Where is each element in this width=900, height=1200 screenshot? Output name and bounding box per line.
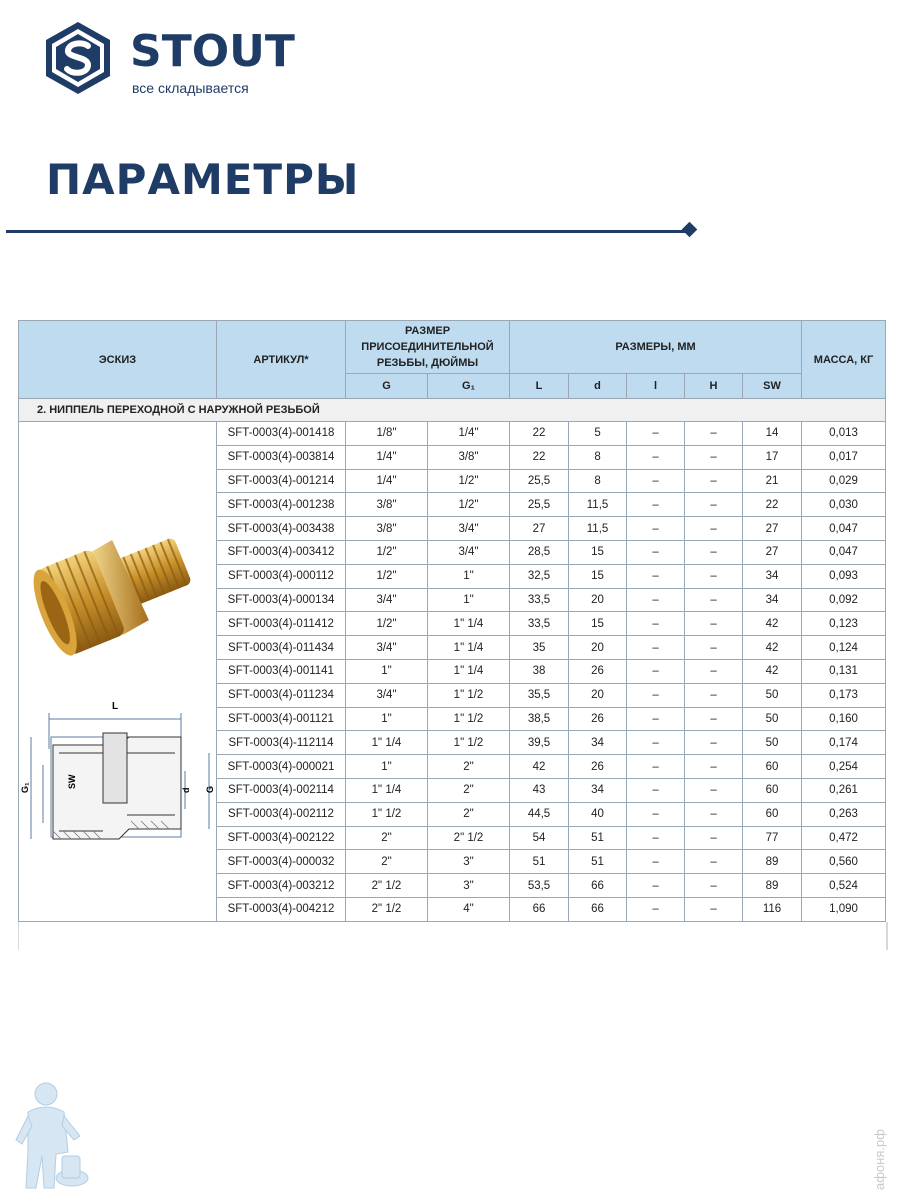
cell-dim-h: – (685, 540, 743, 564)
cell-dim-l-small: – (627, 493, 685, 517)
cell-dim-l-big: 38 (510, 659, 569, 683)
cell-article: SFT-0003(4)-002114 (217, 778, 346, 802)
cell-dim-h: – (685, 707, 743, 731)
cell-dim-sw: 50 (743, 731, 802, 755)
cell-dim-sw: 22 (743, 493, 802, 517)
cell-dim-l-small: – (627, 826, 685, 850)
cell-dim-h: – (685, 636, 743, 660)
cell-thread-g: 1/2" (346, 540, 428, 564)
cell-dim-d: 34 (569, 778, 627, 802)
title-divider (6, 230, 692, 233)
header-l-small: l (627, 374, 685, 399)
cell-dim-sw: 89 (743, 874, 802, 898)
cell-dim-l-small: – (627, 445, 685, 469)
cell-dim-sw: 50 (743, 707, 802, 731)
cell-dim-l-small: – (627, 564, 685, 588)
cell-thread-g1: 1/2" (428, 469, 510, 493)
header-l-big: L (510, 374, 569, 399)
cell-dim-d: 66 (569, 874, 627, 898)
sketch-cell (19, 422, 217, 922)
cell-dim-l-small: – (627, 897, 685, 921)
cell-dim-sw: 21 (743, 469, 802, 493)
cell-mass: 0,472 (802, 826, 886, 850)
cell-mass: 0,263 (802, 802, 886, 826)
cell-thread-g1: 1" 1/2 (428, 731, 510, 755)
cell-thread-g1: 3/8" (428, 445, 510, 469)
cell-thread-g: 1/2" (346, 564, 428, 588)
plumber-mascot-icon (6, 1078, 96, 1196)
cell-mass: 0,092 (802, 588, 886, 612)
cell-dim-l-big: 43 (510, 778, 569, 802)
header-h: H (685, 374, 743, 399)
cell-thread-g1: 1/4" (428, 422, 510, 446)
cell-thread-g: 3/4" (346, 588, 428, 612)
header-dimensions: РАЗМЕРЫ, ММ (510, 321, 802, 374)
parameters-table (18, 320, 886, 922)
cell-dim-sw: 42 (743, 636, 802, 660)
cell-dim-l-big: 25,5 (510, 469, 569, 493)
cell-dim-l-small: – (627, 755, 685, 779)
cell-article: SFT-0003(4)-011412 (217, 612, 346, 636)
cell-thread-g1: 3" (428, 850, 510, 874)
cell-thread-g1: 2" (428, 778, 510, 802)
cell-thread-g: 1/4" (346, 445, 428, 469)
cell-dim-h: – (685, 731, 743, 755)
cell-dim-sw: 42 (743, 612, 802, 636)
cell-dim-l-small: – (627, 850, 685, 874)
cell-dim-sw: 17 (743, 445, 802, 469)
cell-dim-l-big: 27 (510, 517, 569, 541)
cell-dim-l-small: – (627, 731, 685, 755)
cell-article: SFT-0003(4)-000021 (217, 755, 346, 779)
cell-thread-g: 1" 1/4 (346, 731, 428, 755)
divider-diamond-icon (682, 222, 698, 238)
cell-dim-sw: 14 (743, 422, 802, 446)
cell-dim-l-big: 22 (510, 445, 569, 469)
cell-thread-g: 1" (346, 707, 428, 731)
cell-dim-l-small: – (627, 636, 685, 660)
cell-dim-h: – (685, 755, 743, 779)
cell-thread-g: 2" 1/2 (346, 897, 428, 921)
cell-mass: 0,524 (802, 874, 886, 898)
section-title: 2. НИППЕЛЬ ПЕРЕХОДНОЙ С НАРУЖНОЙ РЕЗЬБОЙ (19, 399, 886, 422)
cell-dim-l-big: 28,5 (510, 540, 569, 564)
cell-mass: 0,261 (802, 778, 886, 802)
cell-dim-d: 15 (569, 540, 627, 564)
cell-dim-l-small: – (627, 683, 685, 707)
drawing-label-SW: SW (67, 774, 77, 790)
cell-thread-g1: 1" (428, 588, 510, 612)
cell-mass: 0,030 (802, 493, 886, 517)
cell-dim-sw: 60 (743, 802, 802, 826)
cell-dim-l-big: 35,5 (510, 683, 569, 707)
cell-thread-g1: 1" 1/2 (428, 683, 510, 707)
cell-thread-g: 1/4" (346, 469, 428, 493)
cell-article: SFT-0003(4)-002112 (217, 802, 346, 826)
cell-dim-d: 20 (569, 683, 627, 707)
cell-dim-l-big: 51 (510, 850, 569, 874)
cell-thread-g: 2" (346, 850, 428, 874)
cell-mass: 0,160 (802, 707, 886, 731)
cell-thread-g: 1" (346, 659, 428, 683)
cell-dim-h: – (685, 588, 743, 612)
watermark-text: афоня.рф (872, 1129, 887, 1190)
cell-dim-l-small: – (627, 874, 685, 898)
table-row (19, 422, 886, 446)
cell-mass: 0,124 (802, 636, 886, 660)
cell-dim-l-small: – (627, 802, 685, 826)
cell-article: SFT-0003(4)-001141 (217, 659, 346, 683)
cell-dim-l-small: – (627, 422, 685, 446)
cell-thread-g: 2" (346, 826, 428, 850)
cell-mass: 0,093 (802, 564, 886, 588)
cell-dim-sw: 27 (743, 517, 802, 541)
cell-dim-d: 15 (569, 612, 627, 636)
cell-dim-l-small: – (627, 778, 685, 802)
cell-dim-l-big: 33,5 (510, 612, 569, 636)
cell-mass: 0,174 (802, 731, 886, 755)
cell-dim-h: – (685, 850, 743, 874)
cell-dim-d: 26 (569, 659, 627, 683)
cell-dim-sw: 50 (743, 683, 802, 707)
header-article: АРТИКУЛ* (217, 321, 346, 399)
cell-article: SFT-0003(4)-004212 (217, 897, 346, 921)
cell-mass: 0,017 (802, 445, 886, 469)
cell-mass: 0,013 (802, 422, 886, 446)
drawing-label-L: L (111, 701, 119, 713)
cell-dim-h: – (685, 802, 743, 826)
cell-thread-g: 1" (346, 755, 428, 779)
cell-mass: 0,123 (802, 612, 886, 636)
header-mass: МАССА, КГ (802, 321, 886, 399)
watermark (860, 1090, 900, 1190)
cell-dim-l-small: – (627, 540, 685, 564)
cell-dim-h: – (685, 612, 743, 636)
cell-dim-sw: 89 (743, 850, 802, 874)
cell-thread-g1: 3/4" (428, 540, 510, 564)
cell-thread-g1: 1/2" (428, 493, 510, 517)
cell-thread-g: 2" 1/2 (346, 874, 428, 898)
cell-dim-h: – (685, 469, 743, 493)
fitting-drawing-icon (19, 689, 216, 859)
cell-dim-l-small: – (627, 659, 685, 683)
cell-dim-d: 26 (569, 707, 627, 731)
cell-dim-l-big: 53,5 (510, 874, 569, 898)
cell-dim-sw: 27 (743, 540, 802, 564)
cell-dim-h: – (685, 874, 743, 898)
cell-dim-l-big: 33,5 (510, 588, 569, 612)
cell-dim-l-big: 25,5 (510, 493, 569, 517)
cell-dim-d: 11,5 (569, 517, 627, 541)
cell-dim-d: 34 (569, 731, 627, 755)
cell-dim-l-big: 39,5 (510, 731, 569, 755)
cell-dim-d: 20 (569, 588, 627, 612)
cell-article: SFT-0003(4)-003814 (217, 445, 346, 469)
header-g1: G₁ (428, 374, 510, 399)
cell-dim-sw: 77 (743, 826, 802, 850)
drawing-label-d: d (181, 787, 191, 794)
cell-dim-l-small: – (627, 612, 685, 636)
cell-dim-d: 40 (569, 802, 627, 826)
drawing-label-G: G (205, 786, 215, 794)
cell-thread-g1: 1" 1/4 (428, 659, 510, 683)
cell-article: SFT-0003(4)-011234 (217, 683, 346, 707)
cell-article: SFT-0003(4)-000134 (217, 588, 346, 612)
cell-article: SFT-0003(4)-112114 (217, 731, 346, 755)
cell-dim-d: 15 (569, 564, 627, 588)
brand-logo (44, 20, 295, 100)
cell-dim-l-big: 44,5 (510, 802, 569, 826)
cell-thread-g1: 1" (428, 564, 510, 588)
cell-article: SFT-0003(4)-001214 (217, 469, 346, 493)
cell-thread-g1: 3/4" (428, 517, 510, 541)
page-title: ПАРАМЕТРЫ (46, 155, 360, 204)
cell-dim-l-big: 54 (510, 826, 569, 850)
cell-thread-g: 1/2" (346, 612, 428, 636)
cell-dim-l-small: – (627, 517, 685, 541)
cell-thread-g1: 1" 1/4 (428, 636, 510, 660)
cell-thread-g1: 1" 1/4 (428, 612, 510, 636)
cell-dim-h: – (685, 517, 743, 541)
stout-logo-icon (44, 20, 112, 96)
cell-dim-d: 26 (569, 755, 627, 779)
cell-mass: 0,047 (802, 517, 886, 541)
cell-dim-l-big: 42 (510, 755, 569, 779)
cell-dim-l-big: 22 (510, 422, 569, 446)
cell-dim-d: 20 (569, 636, 627, 660)
cell-thread-g1: 2" (428, 755, 510, 779)
cell-thread-g: 3/8" (346, 517, 428, 541)
cell-dim-d: 5 (569, 422, 627, 446)
cell-article: SFT-0003(4)-011434 (217, 636, 346, 660)
fitting-photo-icon (19, 479, 216, 719)
cell-dim-h: – (685, 897, 743, 921)
cell-thread-g1: 4" (428, 897, 510, 921)
cell-article: SFT-0003(4)-003412 (217, 540, 346, 564)
cell-dim-h: – (685, 826, 743, 850)
cell-dim-d: 8 (569, 469, 627, 493)
cell-article: SFT-0003(4)-001238 (217, 493, 346, 517)
cell-article: SFT-0003(4)-000112 (217, 564, 346, 588)
cell-article: SFT-0003(4)-002122 (217, 826, 346, 850)
header-sketch: ЭСКИЗ (19, 321, 217, 399)
cell-mass: 0,131 (802, 659, 886, 683)
cell-thread-g: 3/4" (346, 636, 428, 660)
cell-dim-sw: 60 (743, 755, 802, 779)
brand-slogan: все складывается (132, 80, 249, 96)
cell-dim-l-small: – (627, 588, 685, 612)
cell-dim-h: – (685, 683, 743, 707)
header-d: d (569, 374, 627, 399)
cell-mass: 1,090 (802, 897, 886, 921)
cell-thread-g1: 3" (428, 874, 510, 898)
table-bottom-strip (18, 922, 888, 950)
cell-article: SFT-0003(4)-001418 (217, 422, 346, 446)
brand-name: STOUT (130, 26, 295, 77)
cell-thread-g: 3/4" (346, 683, 428, 707)
cell-dim-l-small: – (627, 707, 685, 731)
header-g: G (346, 374, 428, 399)
cell-dim-h: – (685, 659, 743, 683)
cell-dim-sw: 34 (743, 588, 802, 612)
cell-dim-d: 66 (569, 897, 627, 921)
cell-dim-l-big: 32,5 (510, 564, 569, 588)
cell-dim-sw: 116 (743, 897, 802, 921)
cell-mass: 0,560 (802, 850, 886, 874)
cell-dim-l-big: 38,5 (510, 707, 569, 731)
cell-thread-g1: 2" (428, 802, 510, 826)
cell-mass: 0,254 (802, 755, 886, 779)
cell-article: SFT-0003(4)-003212 (217, 874, 346, 898)
cell-dim-d: 51 (569, 850, 627, 874)
cell-thread-g: 1" 1/4 (346, 778, 428, 802)
cell-dim-l-big: 66 (510, 897, 569, 921)
cell-thread-g: 1" 1/2 (346, 802, 428, 826)
cell-mass: 0,173 (802, 683, 886, 707)
cell-article: SFT-0003(4)-000032 (217, 850, 346, 874)
cell-dim-h: – (685, 564, 743, 588)
cell-dim-l-big: 35 (510, 636, 569, 660)
cell-dim-h: – (685, 778, 743, 802)
cell-dim-sw: 60 (743, 778, 802, 802)
cell-dim-l-small: – (627, 469, 685, 493)
drawing-label-G1: G₁ (20, 782, 30, 794)
cell-thread-g: 1/8" (346, 422, 428, 446)
cell-thread-g: 3/8" (346, 493, 428, 517)
cell-dim-h: – (685, 493, 743, 517)
cell-dim-sw: 34 (743, 564, 802, 588)
header-sw: SW (743, 374, 802, 399)
header-thread-size: РАЗМЕР ПРИСОЕДИНИТЕЛЬНОЙ РЕЗЬБЫ, ДЮЙМЫ (346, 321, 510, 374)
cell-dim-sw: 42 (743, 659, 802, 683)
cell-article: SFT-0003(4)-003438 (217, 517, 346, 541)
cell-dim-d: 51 (569, 826, 627, 850)
cell-dim-d: 8 (569, 445, 627, 469)
cell-dim-h: – (685, 422, 743, 446)
cell-mass: 0,047 (802, 540, 886, 564)
cell-dim-d: 11,5 (569, 493, 627, 517)
cell-article: SFT-0003(4)-001121 (217, 707, 346, 731)
cell-mass: 0,029 (802, 469, 886, 493)
cell-thread-g1: 1" 1/2 (428, 707, 510, 731)
cell-dim-h: – (685, 445, 743, 469)
cell-thread-g1: 2" 1/2 (428, 826, 510, 850)
